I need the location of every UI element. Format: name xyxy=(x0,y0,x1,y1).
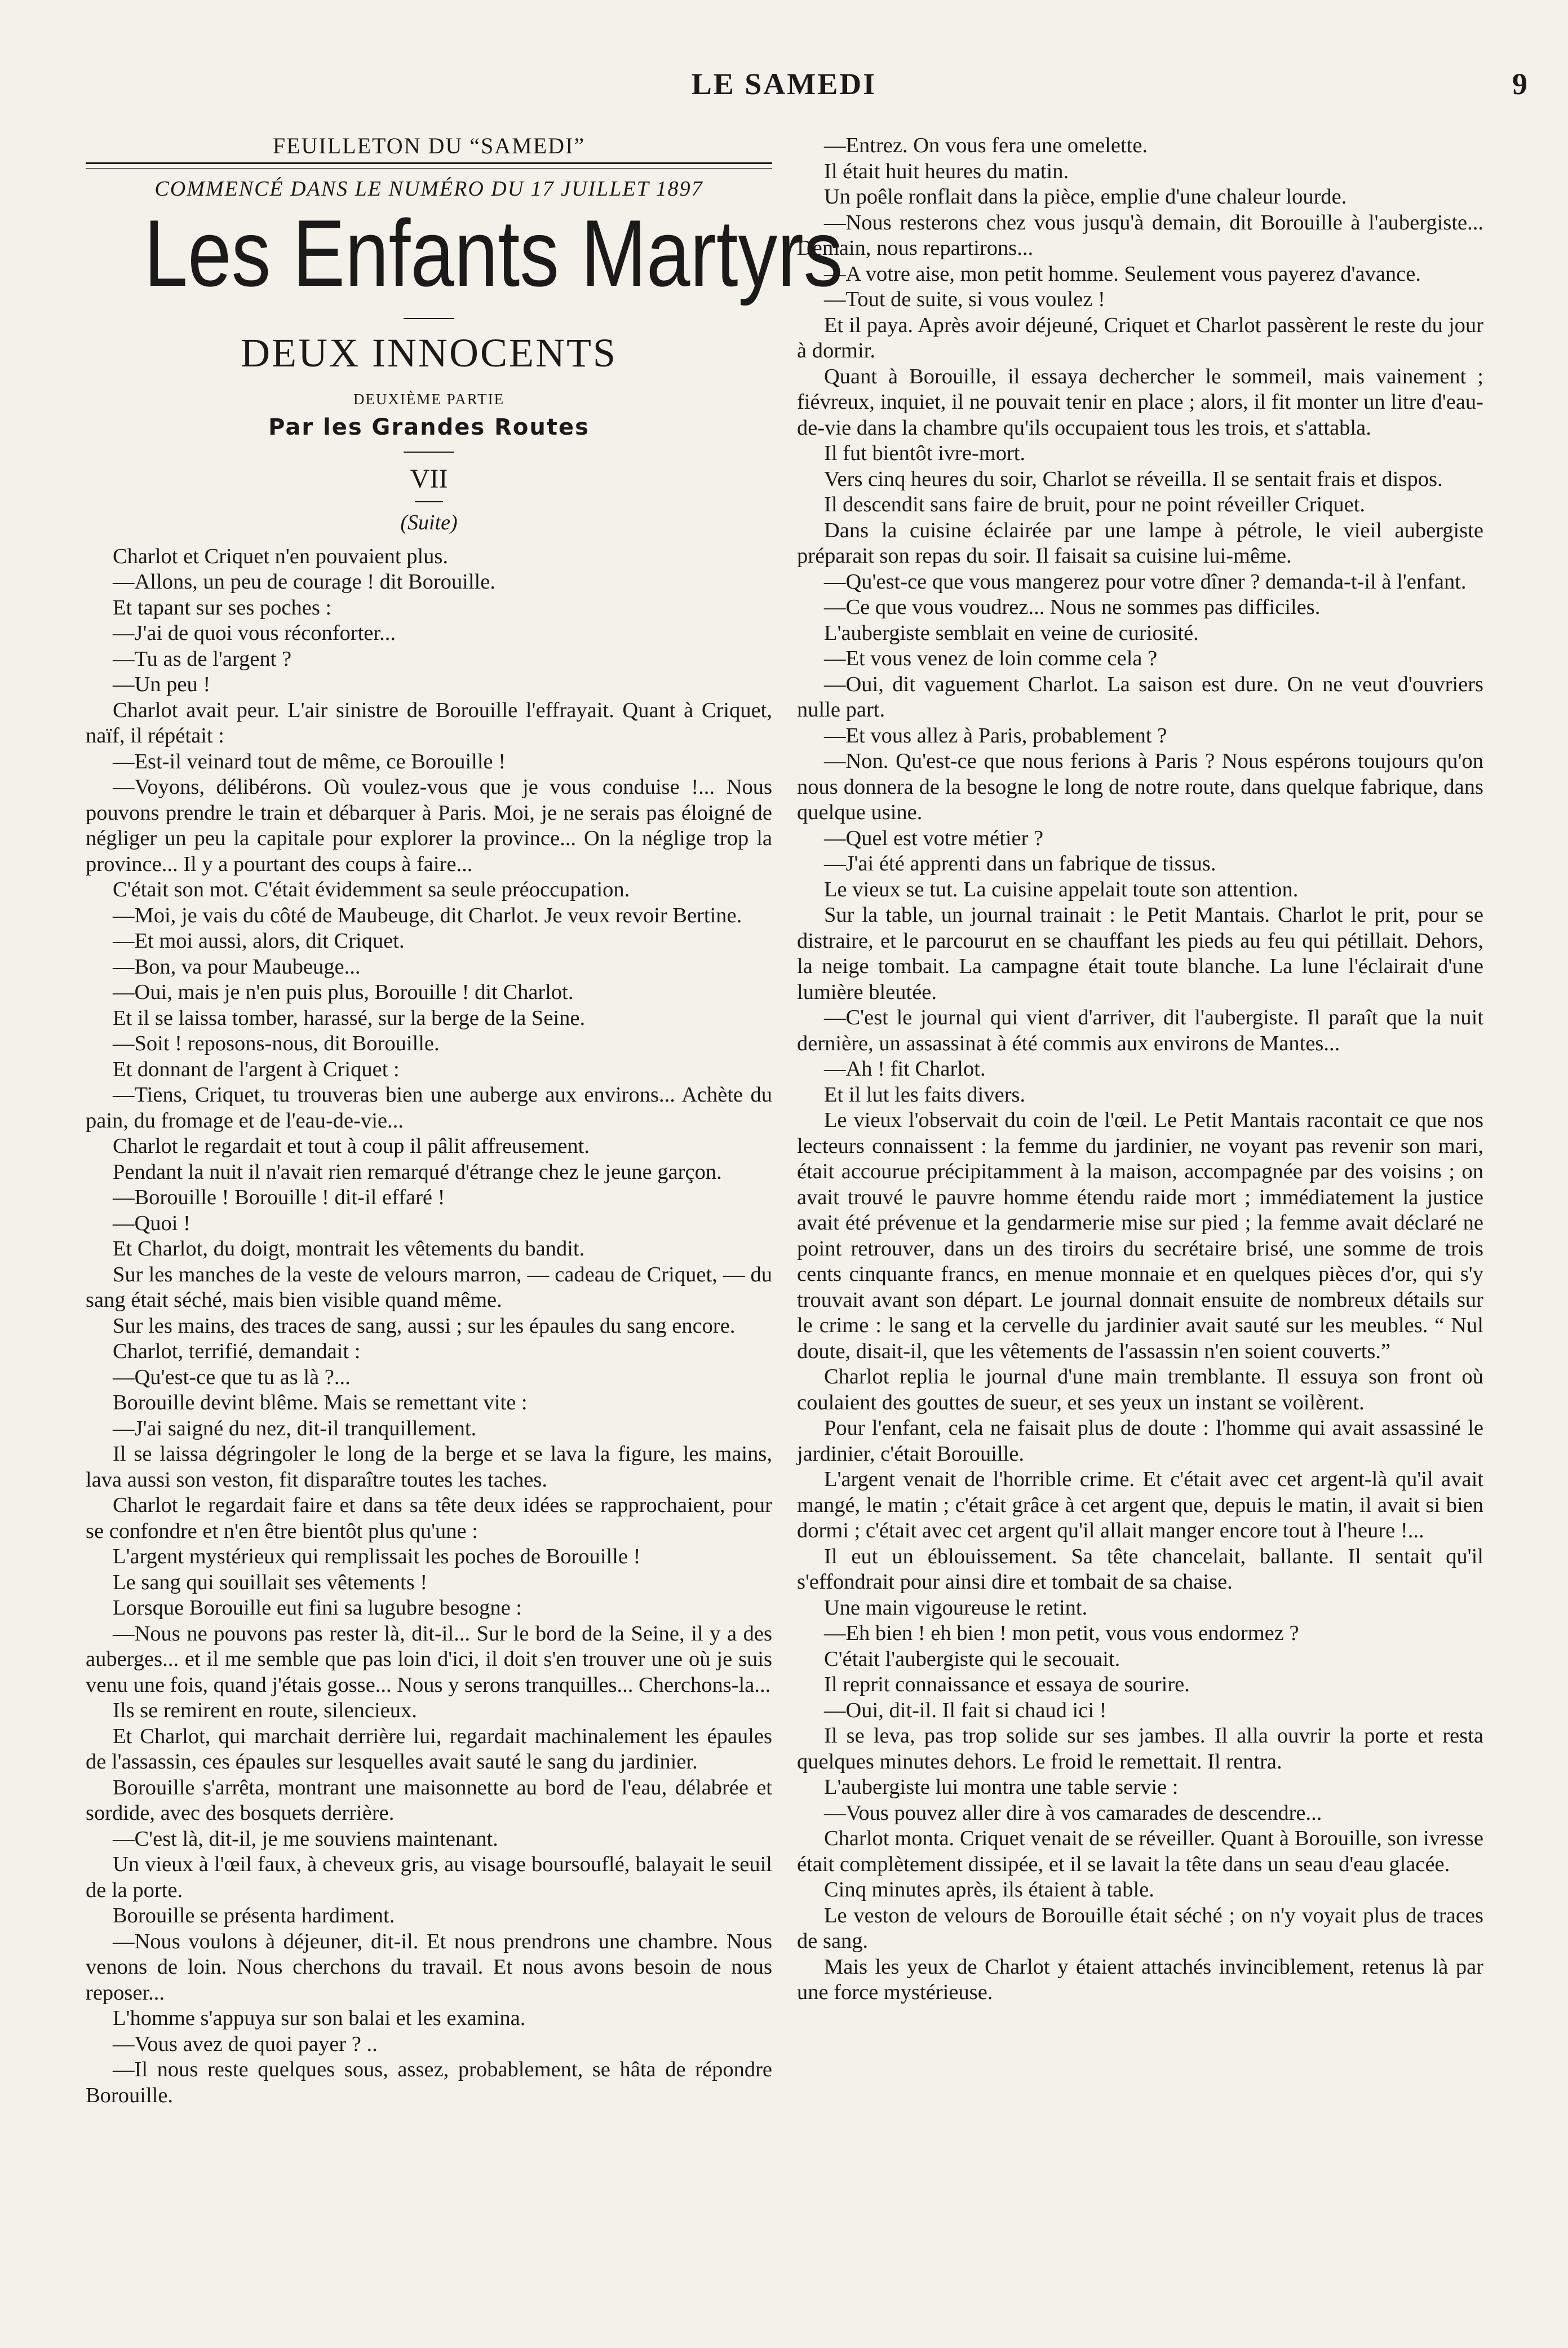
paragraph: Et Charlot, du doigt, montrait les vêtements du bandit. xyxy=(113,1237,585,1261)
paragraph: —Oui, dit-il. Il fait si chaud ici ! xyxy=(824,1698,1107,1722)
paragraph: Il eut un éblouissement. Sa tête chancelait, ballante. Il sentait qu'il s'effondrait pour ainsi dire et tombait de sa chaise. xyxy=(797,1544,1483,1594)
paragraph: Charlot le regardait faire et dans sa tête deux idées se rapprochaient, pour se confondre et n'en être bientôt plus qu'une : xyxy=(86,1493,772,1543)
chapter-number: VII xyxy=(410,464,448,494)
paragraph: —Il nous reste quelques sous, assez, probablement, se hâta de répondre Borouille. xyxy=(86,2058,772,2107)
paragraph: Le sang qui souillait ses vêtements ! xyxy=(113,1570,428,1594)
paragraph: —Vous pouvez aller dire à vos camarades de descendre... xyxy=(824,1801,1322,1825)
paragraph: —C'est le journal qui vient d'arriver, dit l'aubergiste. Il paraît que la nuit dernière, un assassinat à été commis aux environs de Mantes... xyxy=(797,1006,1483,1055)
double-rule xyxy=(86,162,772,169)
paragraph: Borouille devint blême. Mais se remettant vite : xyxy=(113,1391,528,1414)
paragraph: Un vieux à l'œil faux, à cheveux gris, au visage boursouflé, balayait le seuil de la porte. xyxy=(86,1852,772,1902)
paragraph: Il se leva, pas trop solide sur ses jambes. Il alla ouvrir la porte et resta quelques minutes dehors. Le froid le remettait. Il rentra. xyxy=(797,1724,1483,1774)
paragraph: Et il lut les faits divers. xyxy=(824,1082,1026,1107)
paragraph: Charlot monta. Criquet venait de se réveiller. Quant à Borouille, son ivresse était complètement dissipée, et il se lavait la tête dans un seau d'eau glacée. xyxy=(797,1827,1483,1876)
paragraph: Pendant la nuit il n'avait rien remarqué d'étrange chez le jeune garçon. xyxy=(113,1160,722,1184)
paragraph: —Ah ! fit Charlot. xyxy=(824,1057,986,1081)
paragraph: —Non. Qu'est-ce que nous ferions à Paris ? Nous espérons toujours qu'on nous donnera de la besogne le long de notre route, dans quelque fabrique, dans quelque usine. xyxy=(797,749,1483,824)
paragraph: Et donnant de l'argent à Criquet : xyxy=(113,1057,400,1081)
paragraph: Charlot le regardait et tout à coup il pâlit affreusement. xyxy=(113,1134,590,1158)
chapter-divider xyxy=(415,501,443,502)
paragraph: Pour l'enfant, cela ne faisait plus de doute : l'homme qui avait assassiné le jardinier, c'était Borouille. xyxy=(797,1416,1483,1466)
paragraph: —Bon, va pour Maubeuge... xyxy=(113,954,361,979)
paragraph: —Tu as de l'argent ? xyxy=(113,647,292,671)
feuilleton-label: FEUILLETON DU “SAMEDI” xyxy=(272,133,586,158)
paragraph: —Entrez. On vous fera une omelette. xyxy=(824,134,1148,157)
serial-start-note: COMMENCÉ DANS LE NUMÉRO DU 17 JUILLET 1897 xyxy=(154,176,703,201)
paragraph: Charlot, terrifié, demandait : xyxy=(113,1339,361,1363)
paragraph: —Qu'est-ce que tu as là ?... xyxy=(113,1365,351,1389)
paragraph: —Nous voulons à déjeuner, dit-il. Et nous prendrons une chambre. Nous venons de loin. Nous cherchons du travail. Et nous avons besoin de nous reposer... xyxy=(86,1929,772,2005)
paragraph: —Tiens, Criquet, tu trouveras bien une auberge aux environs... Achète du pain, du fromage et de l'eau-de-vie... xyxy=(86,1083,772,1133)
paragraph: —Voyons, délibérons. Où voulez-vous que je vous conduise !... Nous pouvons prendre le train et débarquer à Paris. Moi, je ne serais pas éloigné de négliger un peu la capitale pour explorer la province... On la néglige trop la province... Il y a pourtant des coups à faire... xyxy=(86,775,772,876)
paragraph: —Allons, un peu de courage ! dit Borouille. xyxy=(113,570,495,594)
paragraph: Et tapant sur ses poches : xyxy=(113,595,332,620)
paragraph: —Nous ne pouvons pas rester là, dit-il... Sur le bord de la Seine, il y a des auberges... et il me semble que pas loin d'ici, il doit s'en trouver une où je suis venu une fois, quand j'étais gosse... Nous y serons tranquilles... Cherchons-la... xyxy=(86,1621,772,1697)
paragraph: Charlot avait peur. L'air sinistre de Borouille l'effrayait. Quant à Criquet, naïf, il répétait : xyxy=(86,698,772,748)
paragraph: —Ce que vous voudrez... Nous ne sommes pas difficiles. xyxy=(824,595,1321,619)
paragraph: Borouille s'arrêta, montrant une maisonnette au bord de l'eau, délabrée et sordide, avec des bosquets derrière. xyxy=(86,1775,772,1825)
part-label: DEUXIÈME PARTIE xyxy=(353,391,505,408)
paragraph: —C'est là, dit-il, je me souviens maintenant. xyxy=(113,1827,498,1851)
paragraph: —Borouille ! Borouille ! dit-il effaré ! xyxy=(113,1186,445,1209)
left-column-body xyxy=(86,544,772,2109)
paragraph: L'argent mystérieux qui remplissait les poches de Borouille ! xyxy=(113,1545,641,1568)
paragraph: Il reprit connaissance et essaya de sourire. xyxy=(824,1673,1190,1696)
paragraph: —J'ai de quoi vous réconforter... xyxy=(113,621,396,645)
paragraph: —Soit ! reposons-nous, dit Borouille. xyxy=(113,1032,440,1055)
paragraph: Ils se remirent en route, silencieux. xyxy=(113,1699,417,1722)
paragraph: Et il paya. Après avoir déjeuné, Criquet et Charlot passèrent le reste du jour à dormir. xyxy=(797,313,1483,362)
paragraph: —Oui, dit vaguement Charlot. La saison est dure. On ne veut d'ouvriers nulle part. xyxy=(797,672,1483,722)
newspaper-title: LE SAMEDI xyxy=(691,67,877,101)
paragraph: L'homme s'appuya sur son balai et les examina. xyxy=(113,2006,526,2030)
right-column-body xyxy=(797,133,1483,2006)
part-name: Par les Grandes Routes xyxy=(268,414,590,440)
paragraph: L'aubergiste semblait en veine de curiosité. xyxy=(824,621,1199,645)
paragraph: —Eh bien ! eh bien ! mon petit, vous vous endormez ? xyxy=(824,1621,1299,1645)
paragraph: C'était l'aubergiste qui le secouait. xyxy=(824,1647,1120,1671)
paragraph: —Un peu ! xyxy=(113,673,211,696)
paragraph: Une main vigoureuse le retint. xyxy=(824,1595,1088,1620)
part-divider xyxy=(404,452,454,453)
paragraph: Sur la table, un journal trainait : le Petit Mantais. Charlot le prit, pour se distraire, et le parcourut en se chauffant les pieds au feu qui pétillait. Dehors, la neige tombait. La campagne était toute blanche. La lune l'éclairait d'une lumière bleutée. xyxy=(797,903,1483,1004)
paragraph: —Quel est votre métier ? xyxy=(824,826,1044,850)
paragraph: L'argent venait de l'horrible crime. Et c'était avec cet argent-là qu'il avait mangé, le matin ; c'était grâce à cet argent que, depuis le matin, il avait si bien dormi ; c'était avec cet argent qu'il allait manger encore tout à l'heure !... xyxy=(797,1467,1483,1542)
paragraph: Le vieux l'observait du coin de l'œil. Le Petit Mantais racontait ce que nos lecteurs connaissent : la femme du jardinier, ne voyant pas revenir son mari, était accourue précipitamment à la maison, accompagnée par des voisins ; on avait trouvé le pauvre homme étendu raide mort ; immédiatement la justice avait été prévenue et la gendarmerie mise sur pied ; la femme avait déclaré ne point retrouver, dans un des tiroirs du secrétaire brisé, une somme de trois cents cinquante francs, en menue monnaie et en quelques pièces d'or, qui s'y trouvait avant son départ. Le journal donnait ensuite de nombreux détails sur le crime : le sang et la cervelle du jardinier avait sauté sur les meubles. “ Nul doute, disait-il, que les vêtements de l'assassin n'en soient couverts.” xyxy=(797,1108,1483,1363)
paragraph: —Nous resterons chez vous jusqu'à demain, dit Borouille à l'aubergiste... Demain, nous repartirons... xyxy=(797,210,1483,260)
paragraph: Il était huit heures du matin. xyxy=(824,159,1069,183)
paragraph: Un poêle ronflait dans la pièce, emplie d'une chaleur lourde. xyxy=(824,185,1347,209)
paragraph: —Quoi ! xyxy=(113,1211,191,1235)
paragraph: —J'ai saigné du nez, dit-il tranquillement. xyxy=(113,1416,477,1440)
right-column xyxy=(797,133,1483,2006)
paragraph: —Est-il veinard tout de même, ce Borouille ! xyxy=(113,749,506,773)
running-header xyxy=(0,67,1568,112)
continued-label: (Suite) xyxy=(400,511,458,534)
paragraph: —Moi, je vais du côté de Maubeuge, dit Charlot. Je veux revoir Bertine. xyxy=(113,903,742,927)
paragraph: Mais les yeux de Charlot y étaient attachés invinciblement, retenus là par une force mystérieuse. xyxy=(797,1955,1483,2004)
paragraph: Charlot replia le journal d'une main tremblante. Il essuya son front où coulaient des gouttes de sueur, et ses yeux un instant se voilèrent. xyxy=(797,1365,1483,1414)
paragraph: —Et moi aussi, alors, dit Criquet. xyxy=(113,929,405,953)
paragraph: —Vous avez de quoi payer ? .. xyxy=(113,2032,378,2056)
paragraph: Cinq minutes après, ils étaient à table. xyxy=(824,1878,1154,1902)
paragraph: —Qu'est-ce que vous mangerez pour votre dîner ? demanda-t-il à l'enfant. xyxy=(824,569,1467,594)
paragraph: Sur les mains, des traces de sang, aussi ; sur les épaules du sang encore. xyxy=(113,1314,736,1338)
paragraph: Charlot et Criquet n'en pouvaient plus. xyxy=(113,544,449,568)
paragraph: Le veston de velours de Borouille était séché ; on n'y voyait plus de traces de sang. xyxy=(797,1903,1483,1953)
paragraph: —Oui, mais je n'en puis plus, Borouille ! dit Charlot. xyxy=(113,980,574,1004)
story-subtitle: DEUX INNOCENTS xyxy=(241,330,617,375)
paragraph: Et Charlot, qui marchait derrière lui, regardait machinalement les épaules de l'assassin, ces épaules sur lesquelles avait sauté le sang du jardinier. xyxy=(86,1724,772,1774)
paragraph: Et il se laissa tomber, harassé, sur la berge de la Seine. xyxy=(113,1006,586,1030)
paragraph: Il se laissa dégringoler le long de la berge et se lava la figure, les mains, lava aussi son veston, fit disparaître toutes les taches. xyxy=(86,1442,772,1492)
paragraph: Il descendit sans faire de bruit, pour ne point réveiller Criquet. xyxy=(824,493,1366,516)
paragraph: Il fut bientôt ivre-mort. xyxy=(824,441,1026,465)
paragraph: —J'ai été apprenti dans un fabrique de tissus. xyxy=(824,852,1216,875)
paragraph: Lorsque Borouille eut fini sa lugubre besogne : xyxy=(113,1596,522,1620)
paragraph: C'était son mot. C'était évidemment sa seule préoccupation. xyxy=(113,878,630,901)
paragraph: Dans la cuisine éclairée par une lampe à pétrole, le vieil aubergiste préparait son repas du soir. Il faisait sa cuisine lui-même. xyxy=(797,518,1483,568)
left-column xyxy=(86,133,843,2108)
paragraph: Vers cinq heures du soir, Charlot se réveilla. Il se sentait frais et dispos. xyxy=(824,467,1443,491)
paragraph: L'aubergiste lui montra une table servie : xyxy=(824,1775,1179,1799)
story-title: Les Enfants Martyrs xyxy=(144,200,843,306)
title-divider xyxy=(404,318,454,319)
paragraph: Quant à Borouille, il essaya dechercher le sommeil, mais vainement ; fiévreux, inquiet, il ne pouvait tenir en place ; alors, il fit monter un litre d'eau-de-vie dans la chambre qu'ils occupaient tous les trois, et s'attabla. xyxy=(797,364,1483,440)
paragraph: Le vieux se tut. La cuisine appelait toute son attention. xyxy=(824,877,1299,901)
page-number: 9 xyxy=(1512,67,1527,101)
paragraph: —Tout de suite, si vous voulez ! xyxy=(824,288,1105,311)
paragraph: —A votre aise, mon petit homme. Seulement vous payerez d'avance. xyxy=(824,262,1421,286)
paragraph: —Et vous venez de loin comme cela ? xyxy=(824,647,1158,670)
paragraph: Sur les manches de la veste de velours marron, — cadeau de Criquet, — du sang était séché, mais bien visible quand même. xyxy=(86,1262,772,1312)
paragraph: Borouille se présenta hardiment. xyxy=(113,1904,395,1927)
paragraph: —Et vous allez à Paris, probablement ? xyxy=(824,723,1167,748)
